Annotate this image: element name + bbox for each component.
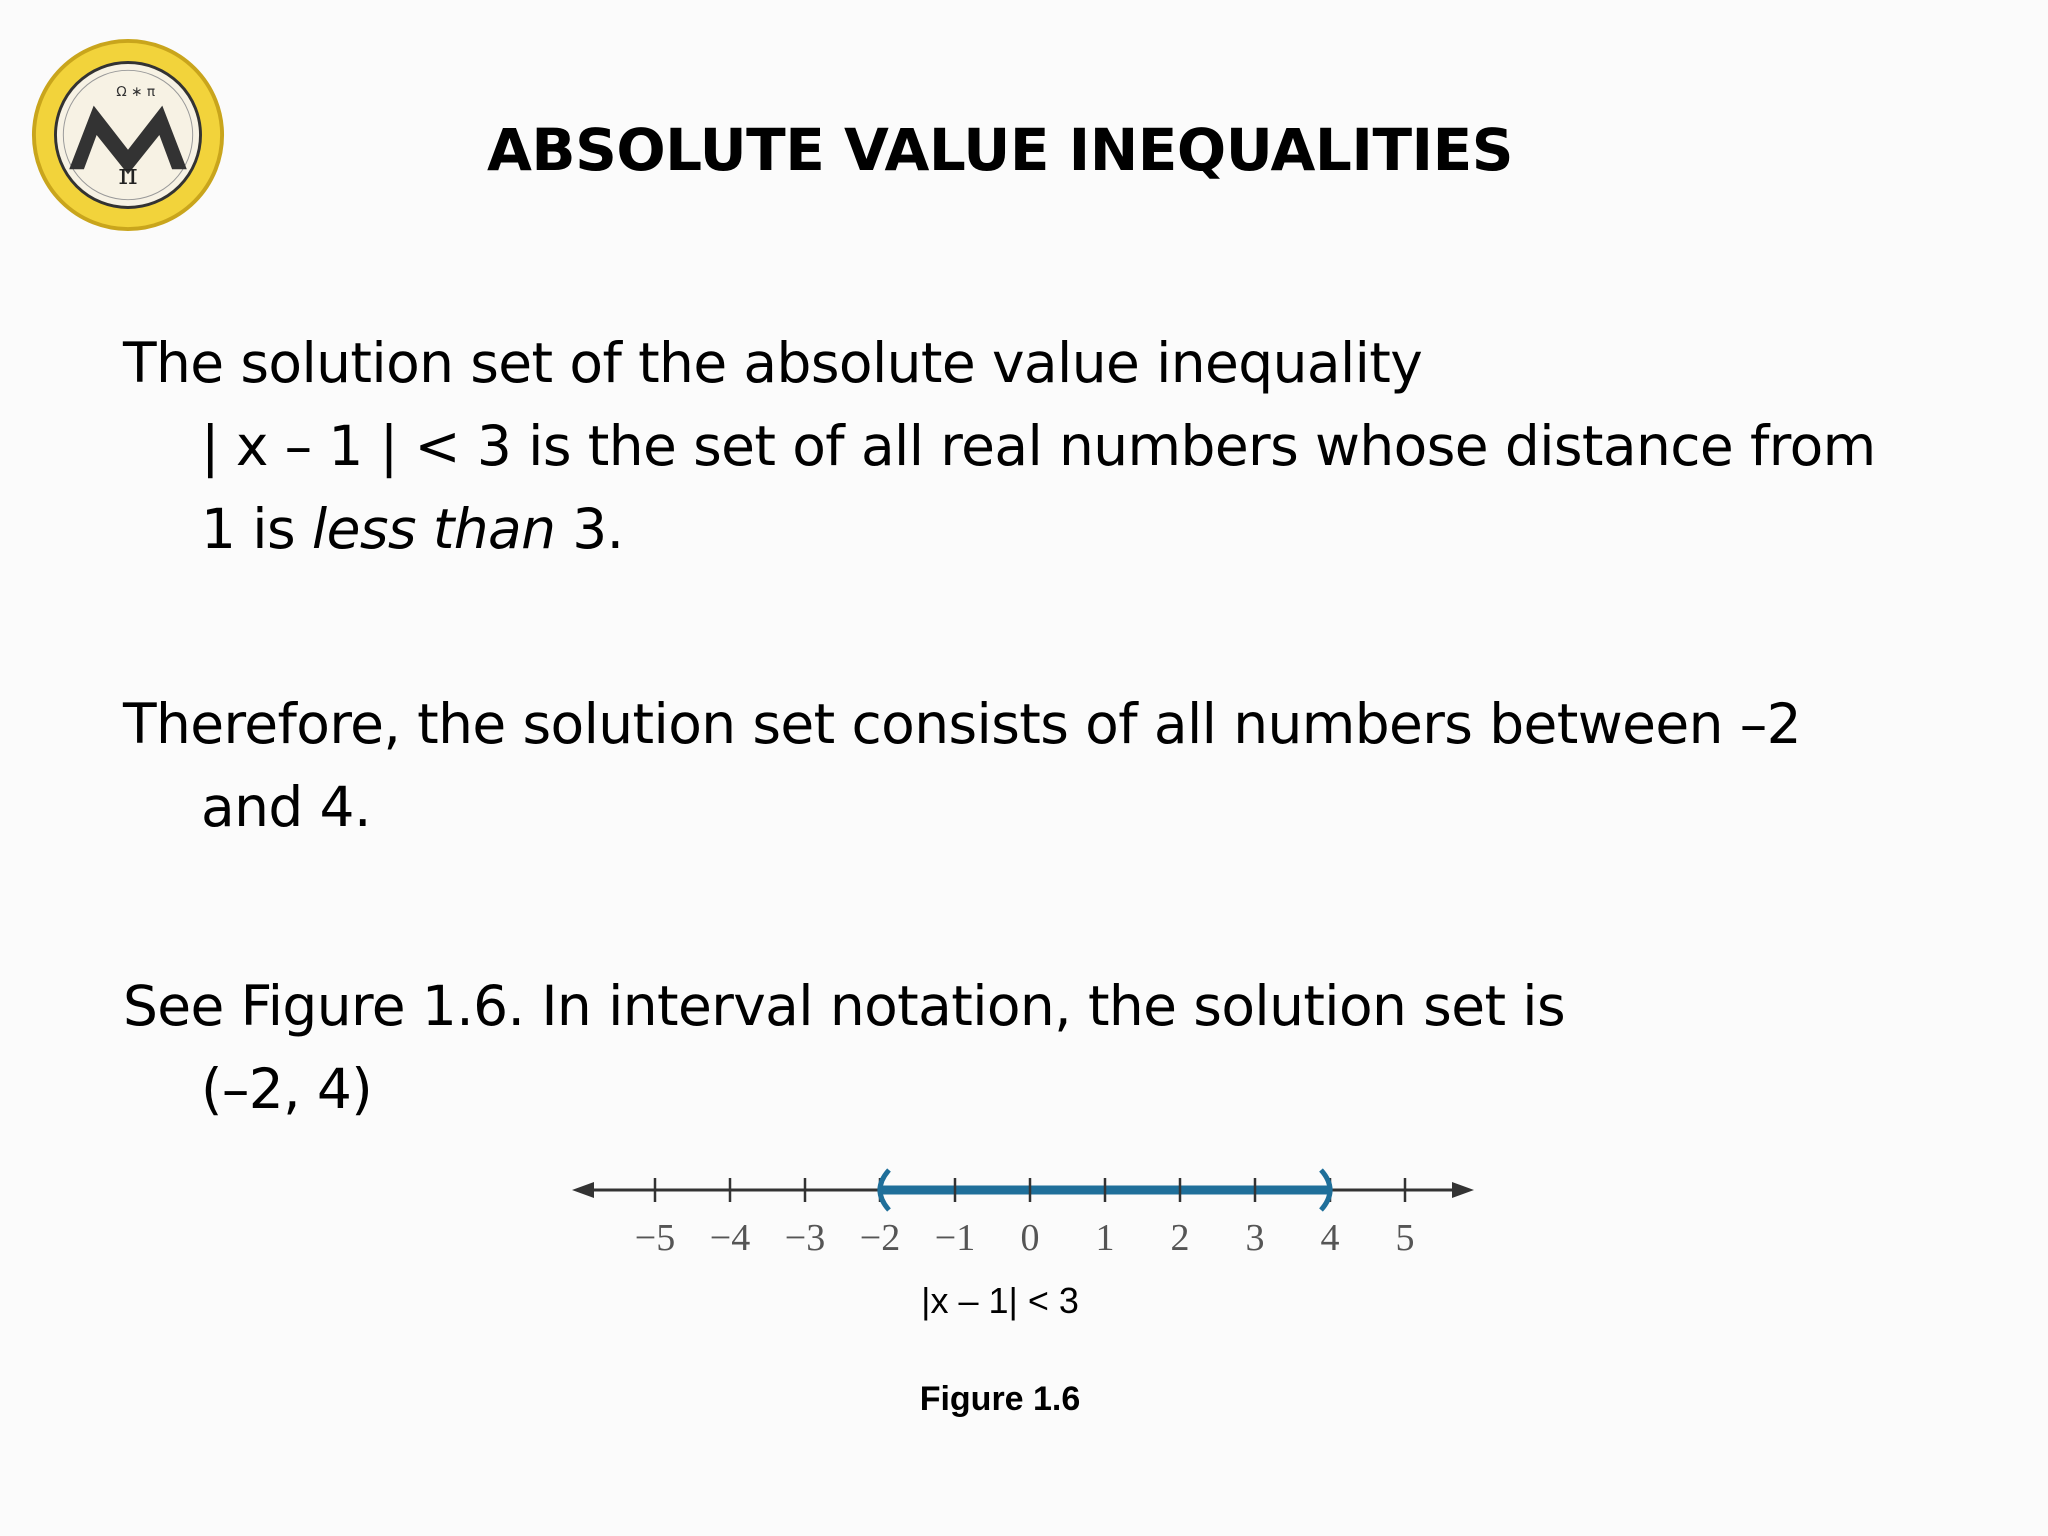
emphasis-text: less than <box>311 497 556 561</box>
figure-expression: |x – 1| < 3 <box>921 1280 1079 1321</box>
text-run: 1 is <box>201 497 312 561</box>
paragraph-line: The solution set of the absolute value inequality <box>123 331 1423 395</box>
text-run: 3. <box>555 497 624 561</box>
tick-label: 5 <box>1395 1217 1415 1259</box>
tick-label: −4 <box>709 1217 751 1259</box>
svg-text:π: π <box>118 157 138 191</box>
tick-label: 2 <box>1170 1217 1190 1259</box>
tick-label: −1 <box>934 1217 976 1259</box>
paragraph-definition <box>123 322 1983 571</box>
paragraph-line: See Figure 1.6. In interval notation, the solution set is <box>123 974 1566 1038</box>
svg-text:Ω ∗ π: Ω ∗ π <box>116 83 156 100</box>
paragraph-line: and 4. <box>201 775 371 839</box>
figure-label: Figure 1.6 <box>919 1380 1081 1418</box>
left-arrow-icon <box>572 1182 594 1198</box>
paragraph-interval-notation <box>123 965 1983 1131</box>
right-arrow-icon <box>1452 1182 1474 1198</box>
tick-label: −2 <box>859 1217 901 1259</box>
tick-label: 3 <box>1245 1217 1265 1259</box>
number-line-figure <box>570 1160 1490 1280</box>
paragraph-line: (–2, 4) <box>201 1057 373 1121</box>
paragraph-line: Therefore, the solution set consists of all numbers between –2 <box>123 692 1802 756</box>
paragraph-line: | x – 1 | < 3 is the set of all real numbers whose distance from <box>201 414 1876 478</box>
paragraph-line <box>123 488 1983 571</box>
tick-label: 4 <box>1320 1217 1340 1259</box>
tick-label: −3 <box>784 1217 826 1259</box>
paragraph-conclusion <box>123 683 1983 849</box>
slide-title: ABSOLUTE VALUE INEQUALITIES <box>487 116 1513 184</box>
tick-label: −5 <box>634 1217 676 1259</box>
tick-label: 1 <box>1095 1217 1115 1259</box>
tick-label: 0 <box>1020 1217 1040 1259</box>
